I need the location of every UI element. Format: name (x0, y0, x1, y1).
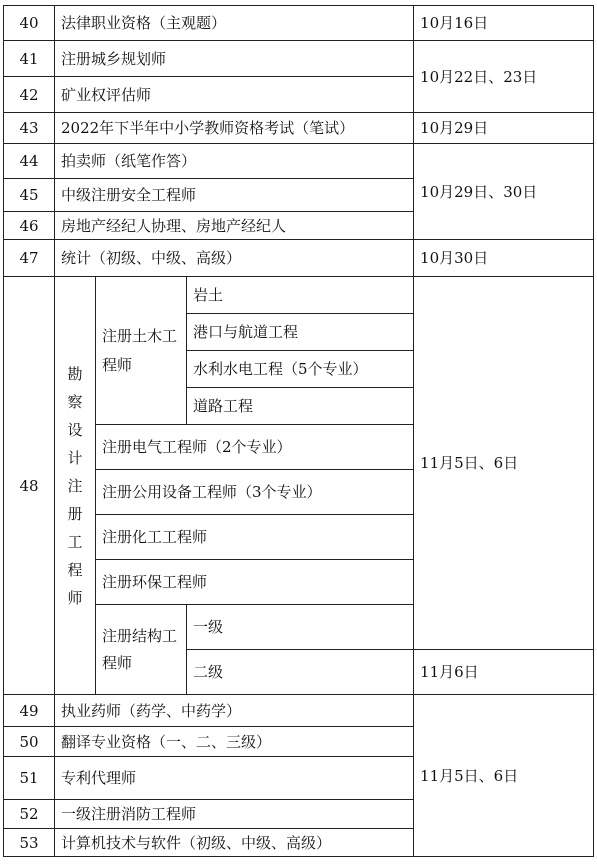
exam-name: 房地产经纪人协理、房地产经纪人 (55, 212, 414, 240)
row-number: 41 (4, 41, 55, 77)
exam-name: 法律职业资格（主观题） (55, 6, 414, 41)
category-char: 师 (67, 588, 83, 607)
category-char: 勘 (67, 364, 83, 383)
structural-engineer-label: 注册结构工程师 (96, 605, 187, 695)
table-row (4, 277, 594, 314)
row-number: 47 (4, 240, 55, 277)
table-row (4, 41, 594, 77)
row-number: 45 (4, 179, 55, 212)
table-row (4, 6, 594, 41)
sub-specialty: 道路工程 (187, 388, 414, 425)
engineer-type: 注册公用设备工程师（3个专业） (96, 470, 414, 515)
row-number: 40 (4, 6, 55, 41)
category-vertical-label (55, 277, 96, 695)
exam-name: 矿业权评估师 (55, 77, 414, 113)
category-char: 计 (67, 448, 83, 467)
exam-name: 注册城乡规划师 (55, 41, 414, 77)
exam-schedule (3, 5, 594, 857)
sub-specialty: 二级 (187, 650, 414, 695)
exam-date: 10月16日 (414, 6, 594, 41)
sub-specialty: 岩土 (187, 277, 414, 314)
exam-name: 一级注册消防工程师 (55, 800, 414, 829)
exam-name: 2022年下半年中小学教师资格考试（笔试） (55, 113, 414, 144)
row-number: 46 (4, 212, 55, 240)
category-char: 册 (67, 504, 83, 523)
exam-date: 10月29日、30日 (414, 144, 594, 240)
engineer-type: 注册环保工程师 (96, 560, 414, 605)
row-number: 48 (4, 277, 55, 695)
row-number: 53 (4, 829, 55, 857)
exam-name: 专利代理师 (55, 757, 414, 800)
sub-specialty: 港口与航道工程 (187, 314, 414, 351)
exam-date: 10月30日 (414, 240, 594, 277)
category-char: 察 (67, 392, 83, 411)
table-row (4, 144, 594, 179)
table-row (4, 240, 594, 277)
exam-name: 计算机技术与软件（初级、中级、高级） (55, 829, 414, 857)
row-number: 43 (4, 113, 55, 144)
category-char: 工 (67, 532, 83, 551)
table-row (4, 113, 594, 144)
category-char: 程 (67, 560, 83, 579)
exam-name: 翻译专业资格（一、二、三级） (55, 727, 414, 757)
exam-date: 10月22日、23日 (414, 41, 594, 113)
category-char: 注 (67, 476, 83, 495)
exam-date: 10月29日 (414, 113, 594, 144)
row-number: 52 (4, 800, 55, 829)
exam-name: 拍卖师（纸笔作答） (55, 144, 414, 179)
category-char: 设 (67, 420, 83, 439)
engineer-type: 注册电气工程师（2个专业） (96, 425, 414, 470)
sub-specialty: 一级 (187, 605, 414, 650)
row-number: 49 (4, 695, 55, 727)
exam-schedule-table (3, 5, 594, 857)
exam-name: 中级注册安全工程师 (55, 179, 414, 212)
row-number: 51 (4, 757, 55, 800)
row-number: 50 (4, 727, 55, 757)
row-number: 44 (4, 144, 55, 179)
engineer-type: 注册化工工程师 (96, 515, 414, 560)
civil-engineer-label: 注册土木工程师 (96, 277, 187, 425)
exam-date: 11月5日、6日 (414, 277, 594, 650)
exam-name: 执业药师（药学、中药学） (55, 695, 414, 727)
exam-date: 11月5日、6日 (414, 695, 594, 857)
table-row (4, 695, 594, 727)
exam-date: 11月6日 (414, 650, 594, 695)
sub-specialty: 水利水电工程（5个专业） (187, 351, 414, 388)
row-number: 42 (4, 77, 55, 113)
exam-name: 统计（初级、中级、高级） (55, 240, 414, 277)
